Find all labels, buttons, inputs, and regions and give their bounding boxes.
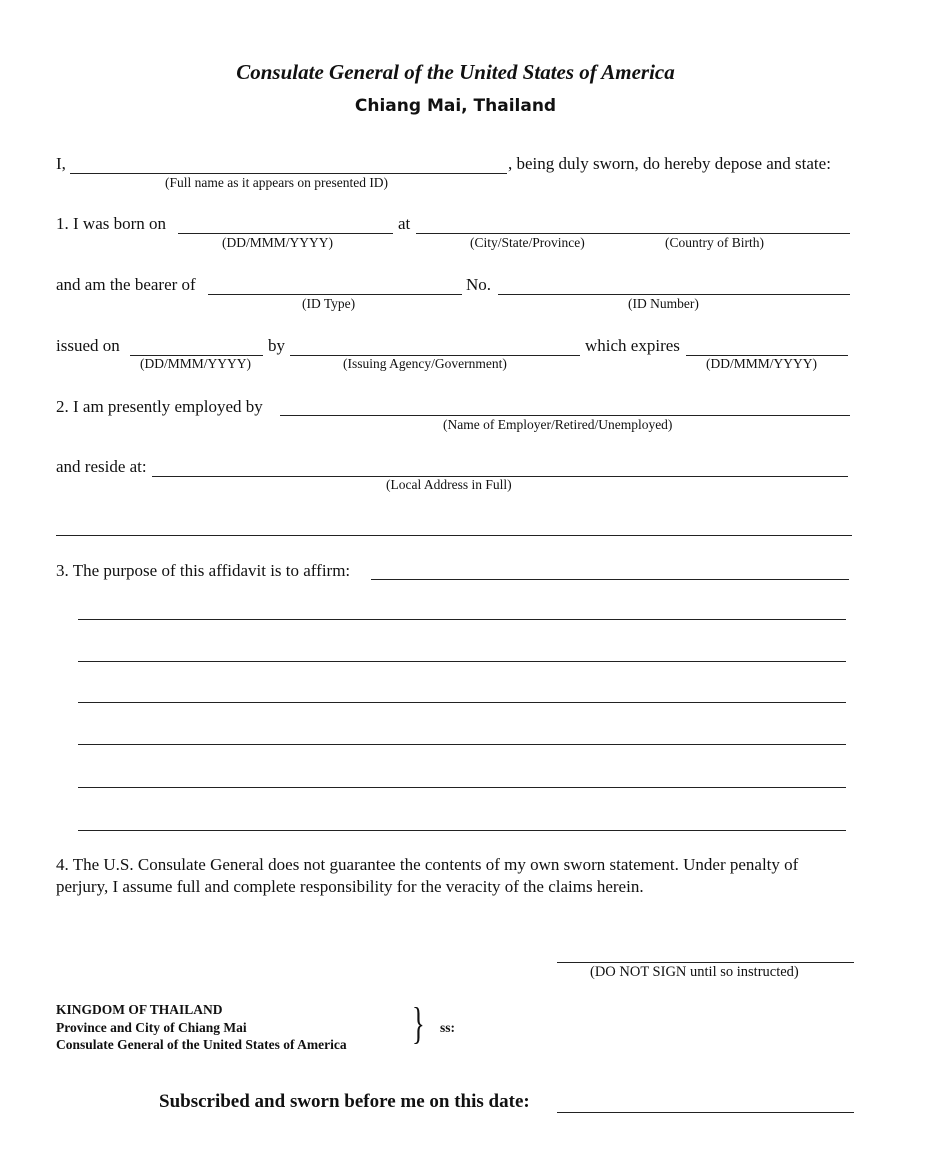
id-number-hint: (ID Number)	[628, 296, 699, 311]
city-hint: (City/State/Province)	[470, 235, 585, 250]
employer-hint: (Name of Employer/Retired/Unemployed)	[443, 417, 673, 432]
address-field-line-2[interactable]	[56, 535, 852, 536]
sworn-label: Subscribed and sworn before me on this date:	[159, 1091, 530, 1112]
id-type-field[interactable]	[208, 294, 462, 295]
document-title: Consulate General of the United States of America	[236, 60, 675, 84]
reside-label: and reside at:	[56, 457, 147, 476]
ss-label: ss:	[440, 1020, 456, 1035]
signature-field[interactable]	[557, 962, 854, 963]
expires-label: which expires	[585, 336, 680, 355]
id-type-hint: (ID Type)	[302, 296, 356, 311]
venue-consulate: Consulate General of the United States of America	[56, 1037, 347, 1052]
at-label: at	[398, 214, 411, 233]
purpose-label: 3. The purpose of this affidavit is to affirm:	[56, 561, 351, 580]
purpose-line[interactable]	[78, 787, 846, 788]
venue-brace: }	[412, 999, 425, 1048]
employed-label: 2. I am presently employed by	[56, 397, 263, 416]
agency-hint: (Issuing Agency/Government)	[343, 356, 507, 371]
id-number-field[interactable]	[498, 294, 850, 295]
purpose-line[interactable]	[78, 702, 846, 703]
issued-label: issued on	[56, 336, 120, 355]
country-hint: (Country of Birth)	[665, 235, 764, 250]
birthplace-field[interactable]	[416, 233, 850, 234]
document-subtitle: Chiang Mai, Thailand	[354, 96, 557, 116]
venue-province: Province and City of Chiang Mai	[56, 1020, 247, 1035]
id-no-label: No.	[466, 275, 492, 294]
full-name-field[interactable]	[70, 173, 507, 174]
disclaimer-line-1: 4. The U.S. Consulate General does not guarantee the contents of my own sworn statement. Under penalty of	[56, 855, 799, 874]
expiry-date-hint: (DD/MMM/YYYY)	[706, 356, 817, 371]
venue-country: KINGDOM OF THAILAND	[56, 1002, 223, 1017]
address-hint: (Local Address in Full)	[386, 477, 512, 492]
purpose-line[interactable]	[78, 744, 846, 745]
purpose-line[interactable]	[78, 830, 846, 831]
purpose-line[interactable]	[78, 661, 846, 662]
sworn-date-field[interactable]	[557, 1112, 854, 1113]
by-label: by	[268, 336, 285, 355]
intro-prefix: I,	[56, 154, 66, 173]
born-label: 1. I was born on	[56, 214, 167, 233]
bearer-label: and am the bearer of	[56, 275, 196, 294]
birth-date-field[interactable]	[178, 233, 393, 234]
disclaimer-line-2: perjury, I assume full and complete responsibility for the veracity of the claims herein.	[56, 877, 644, 896]
intro-suffix: , being duly sworn, do hereby depose and state:	[508, 154, 831, 173]
employer-field[interactable]	[280, 415, 850, 416]
birth-date-hint: (DD/MMM/YYYY)	[222, 235, 333, 250]
full-name-hint: (Full name as it appears on presented ID)	[165, 175, 389, 190]
issue-date-hint: (DD/MMM/YYYY)	[140, 356, 251, 371]
purpose-line[interactable]	[78, 619, 846, 620]
purpose-field[interactable]	[371, 579, 849, 580]
signature-hint: (DO NOT SIGN until so instructed)	[590, 964, 799, 980]
